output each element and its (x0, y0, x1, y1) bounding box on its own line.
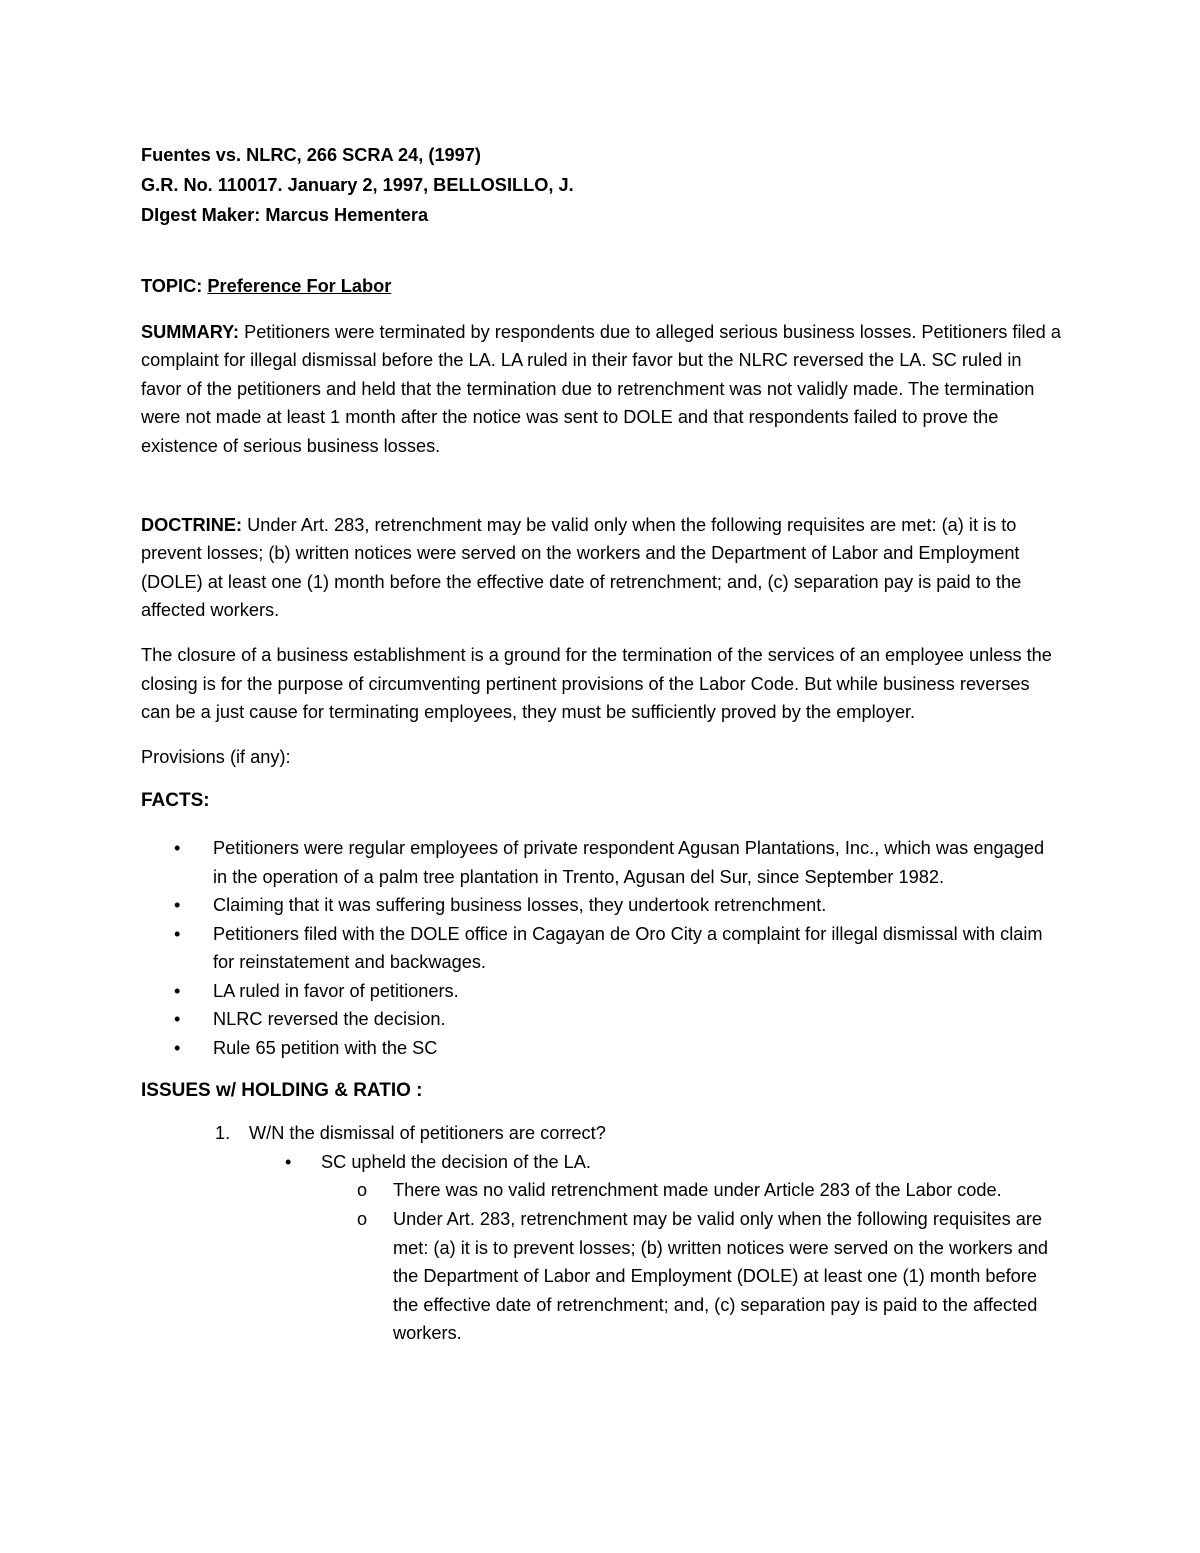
ratio-text: Under Art. 283, retrenchment may be valid only when the following requisites are met: (a) it is to prevent losses; (b) written notices were served on the workers and the Department of Labor and Employment (DOLE) at least one (1) month before the effective date of retrenchment; and, (c) separation pay is paid to the affected workers. (393, 1209, 1049, 1344)
summary-section (141, 318, 1061, 461)
summary-label: SUMMARY: (141, 321, 239, 342)
list-item (141, 834, 1061, 891)
list-item (141, 920, 1061, 977)
list-item (141, 891, 1061, 920)
list-item (141, 1034, 1061, 1063)
circle-bullet-icon: o (357, 1209, 368, 1230)
fact-text: Claiming that it was suffering business losses, they undertook retrenchment. (213, 895, 827, 916)
fact-text: NLRC reversed the decision. (213, 1009, 446, 1030)
facts-heading: FACTS: (141, 790, 210, 812)
bullet-icon: • (174, 1009, 181, 1030)
holding-text: SC upheld the decision of the LA. (321, 1151, 591, 1172)
doctrine-paragraph-2: The closure of a business establishment is a ground for the termination of the services of an employee unless the closing is for the purpose of circumventing pertinent provisions of the Labor Code. But while business reverses can be a just cause for terminating employees, they must be sufficiently proved by the employer. (141, 644, 1052, 723)
bullet-icon: • (174, 837, 181, 858)
topic-label: TOPIC: (141, 276, 203, 296)
fact-text: Rule 65 petition with the SC (213, 1038, 438, 1059)
bullet-icon: • (174, 895, 181, 916)
issue-item (141, 1119, 1061, 1148)
digest-maker: DIgest Maker: Marcus Hementera (141, 205, 429, 225)
ratio-text: There was no valid retrenchment made under Article 283 of the Labor code. (393, 1180, 1002, 1201)
issue-question: W/N the dismissal of petitioners are correct? (249, 1123, 606, 1144)
topic-value: Preference For Labor (207, 276, 392, 296)
doctrine-label: DOCTRINE: (141, 514, 243, 535)
topic-line (141, 272, 1061, 301)
case-number: G.R. No. 110017. January 2, 1997, BELLOSILLO, J. (141, 175, 574, 195)
ratio-item (141, 1205, 1061, 1348)
case-title: Fuentes vs. NLRC, 266 SCRA 24, (1997) (141, 145, 481, 165)
doctrine-text: Under Art. 283, retrenchment may be valid only when the following requisites are met: (a) it is to prevent losses; (b) written notices were served on the workers and the Department of Labor and Employment (DOLE) at least one (1) month before the effective date of retrenchment; and, (c) separation pay is paid to the affected workers. (141, 514, 1022, 621)
ratio-item (141, 1176, 1061, 1205)
bullet-icon: • (174, 1038, 181, 1059)
issues-heading: ISSUES w/ HOLDING & RATIO : (141, 1079, 423, 1101)
issue-number: 1. (215, 1123, 231, 1144)
fact-text: Petitioners filed with the DOLE office in Cagayan de Oro City a complaint for illegal dismissal with claim for reinstatement and backwages. (213, 923, 1043, 973)
provisions-line: Provisions (if any): (141, 746, 291, 767)
facts-list (141, 834, 1061, 1063)
bullet-icon: • (174, 980, 181, 1001)
bullet-icon: • (174, 923, 181, 944)
doctrine-section (141, 511, 1061, 625)
holding-item (141, 1148, 1061, 1177)
list-item (141, 1005, 1061, 1034)
summary-text: Petitioners were terminated by respondents due to alleged serious business losses. Petitioners filed a complaint for illegal dismissal before the LA. LA ruled in their favor but the NLRC reversed the LA. SC ruled in favor of the petitioners and held that the termination due to retrenchment was not validly made. The termination were not made at least 1 month after the notice was sent to DOLE and that respondents failed to prove the existence of serious business losses. (141, 321, 1061, 456)
digest-content (141, 140, 1061, 1348)
list-item (141, 977, 1061, 1006)
fact-text: Petitioners were regular employees of private respondent Agusan Plantations, Inc., which was engaged in the operation of a palm tree plantation in Trento, Agusan del Sur, since September 1982. (213, 837, 1045, 887)
circle-bullet-icon: o (357, 1180, 368, 1201)
fact-text: LA ruled in favor of petitioners. (213, 980, 459, 1001)
bullet-icon: • (285, 1151, 292, 1172)
